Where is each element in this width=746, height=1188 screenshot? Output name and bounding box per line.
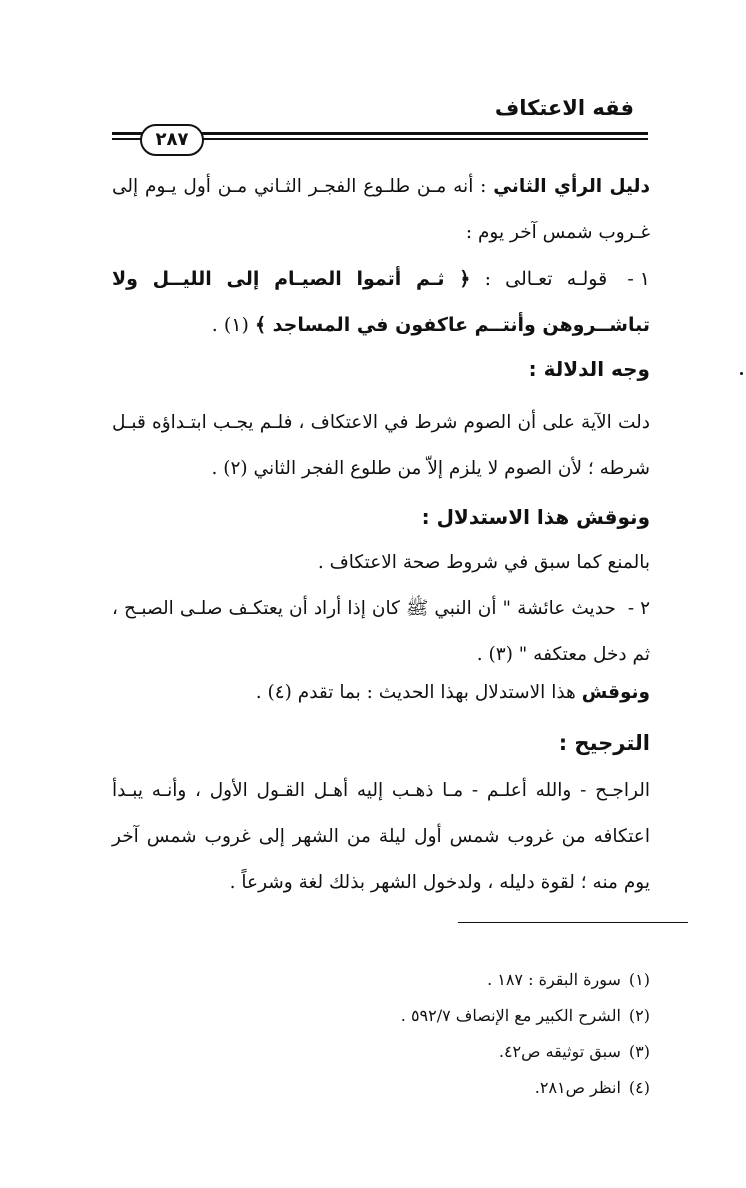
wajh-text: دلت الآية على أن الصوم شرط في الاعتكاف ، فلـم يجـب ابتـداؤه قبـل شرطه ؛ لأن الصوم لا يلزم إلاّ من طلوع الفجر الثاني (٢) . [112, 412, 650, 479]
paragraph-hadith [112, 586, 650, 678]
paragraph-wajh-text [112, 400, 650, 492]
footnotes [401, 962, 650, 1106]
nuqish-label: ونوقش [581, 682, 650, 703]
heading-nuqish [112, 494, 650, 542]
footnote-3 [401, 1034, 650, 1070]
footnote-number: (٤) [628, 1078, 650, 1097]
footnote-number: (٢) [628, 1006, 650, 1025]
footnote-2 [401, 998, 650, 1034]
footnote-text: سورة البقرة : ١٨٧ . [487, 970, 621, 989]
heading-wajh-dalala [112, 346, 650, 394]
heading-wajh-text: وجه الدلالة : [528, 357, 650, 381]
footnote-text: سبق توثيقه ص٤٢. [498, 1042, 621, 1061]
refutation-text: بالمنع كما سبق في شروط صحة الاعتكاف . [317, 552, 650, 573]
hadith-text: حديث عائشة " أن النبي ﷺ كان إذا أراد أن يعتكـف صلـى الصبـح ، ثم دخل معتكفه " (٣) . [112, 598, 650, 665]
footnote-separator [458, 922, 688, 923]
footnote-number: (٣) [628, 1042, 650, 1061]
hadith-refutation-text: هذا الاستدلال بهذا الحديث : بما تقدم (٤) . [255, 682, 582, 703]
footnote-1 [401, 962, 650, 998]
item-number-1: ١ - [627, 268, 650, 290]
quran-verse: ﴿ ثـم أتموا الصيـام إلى الليــل ولا تباشــروهن وأنتــم عاكفون في المساجد ﴾ [112, 268, 650, 336]
paragraph-refutation [112, 540, 650, 586]
heading-tarjih [112, 720, 650, 768]
tarjih-text: الراجـح - والله أعلـم - مـا ذهـب إليه أهـل القـول الأول ، وأنـه يبـدأ اعتكافه من غروب شمس أول ليلة من الشهر إلى غروب شمس آخر يوم منه ؛ لقوة دليله ، ولدخول الشهر بذلك لغة وشرعاً . [112, 780, 650, 893]
second-opinion-text: : أنه مـن طلـوع الفجـر الثـاني مـن أول يـوم إلى غـروب شمس آخر يوم : [112, 176, 650, 243]
verse-ref: (١) . [211, 314, 249, 336]
heading-nuqish-text: ونوقش هذا الاستدلال : [421, 505, 650, 529]
paragraph-verse [112, 256, 650, 348]
margin-dot [740, 372, 743, 375]
running-title: فقه الاعتكاف [494, 96, 634, 120]
footnote-number: (١) [628, 970, 650, 989]
page-number: ٢٨٧ [140, 124, 204, 156]
paragraph-tarjih [112, 768, 650, 906]
footnote-4 [401, 1070, 650, 1106]
footnote-text: انظر ص٢٨١. [534, 1078, 621, 1097]
verse-lead: قولـه تعـالى : [484, 268, 608, 290]
item-number-2: ٢ - [627, 598, 650, 619]
paragraph-hadith-refutation [112, 670, 650, 716]
footnote-text: الشرح الكبير مع الإنصاف ٥٩٢/٧ . [400, 1006, 621, 1025]
second-opinion-label: دليل الرأي الثاني [493, 176, 650, 197]
heading-tarjih-text: الترجيح : [558, 731, 650, 755]
paragraph-second-opinion [112, 164, 650, 256]
